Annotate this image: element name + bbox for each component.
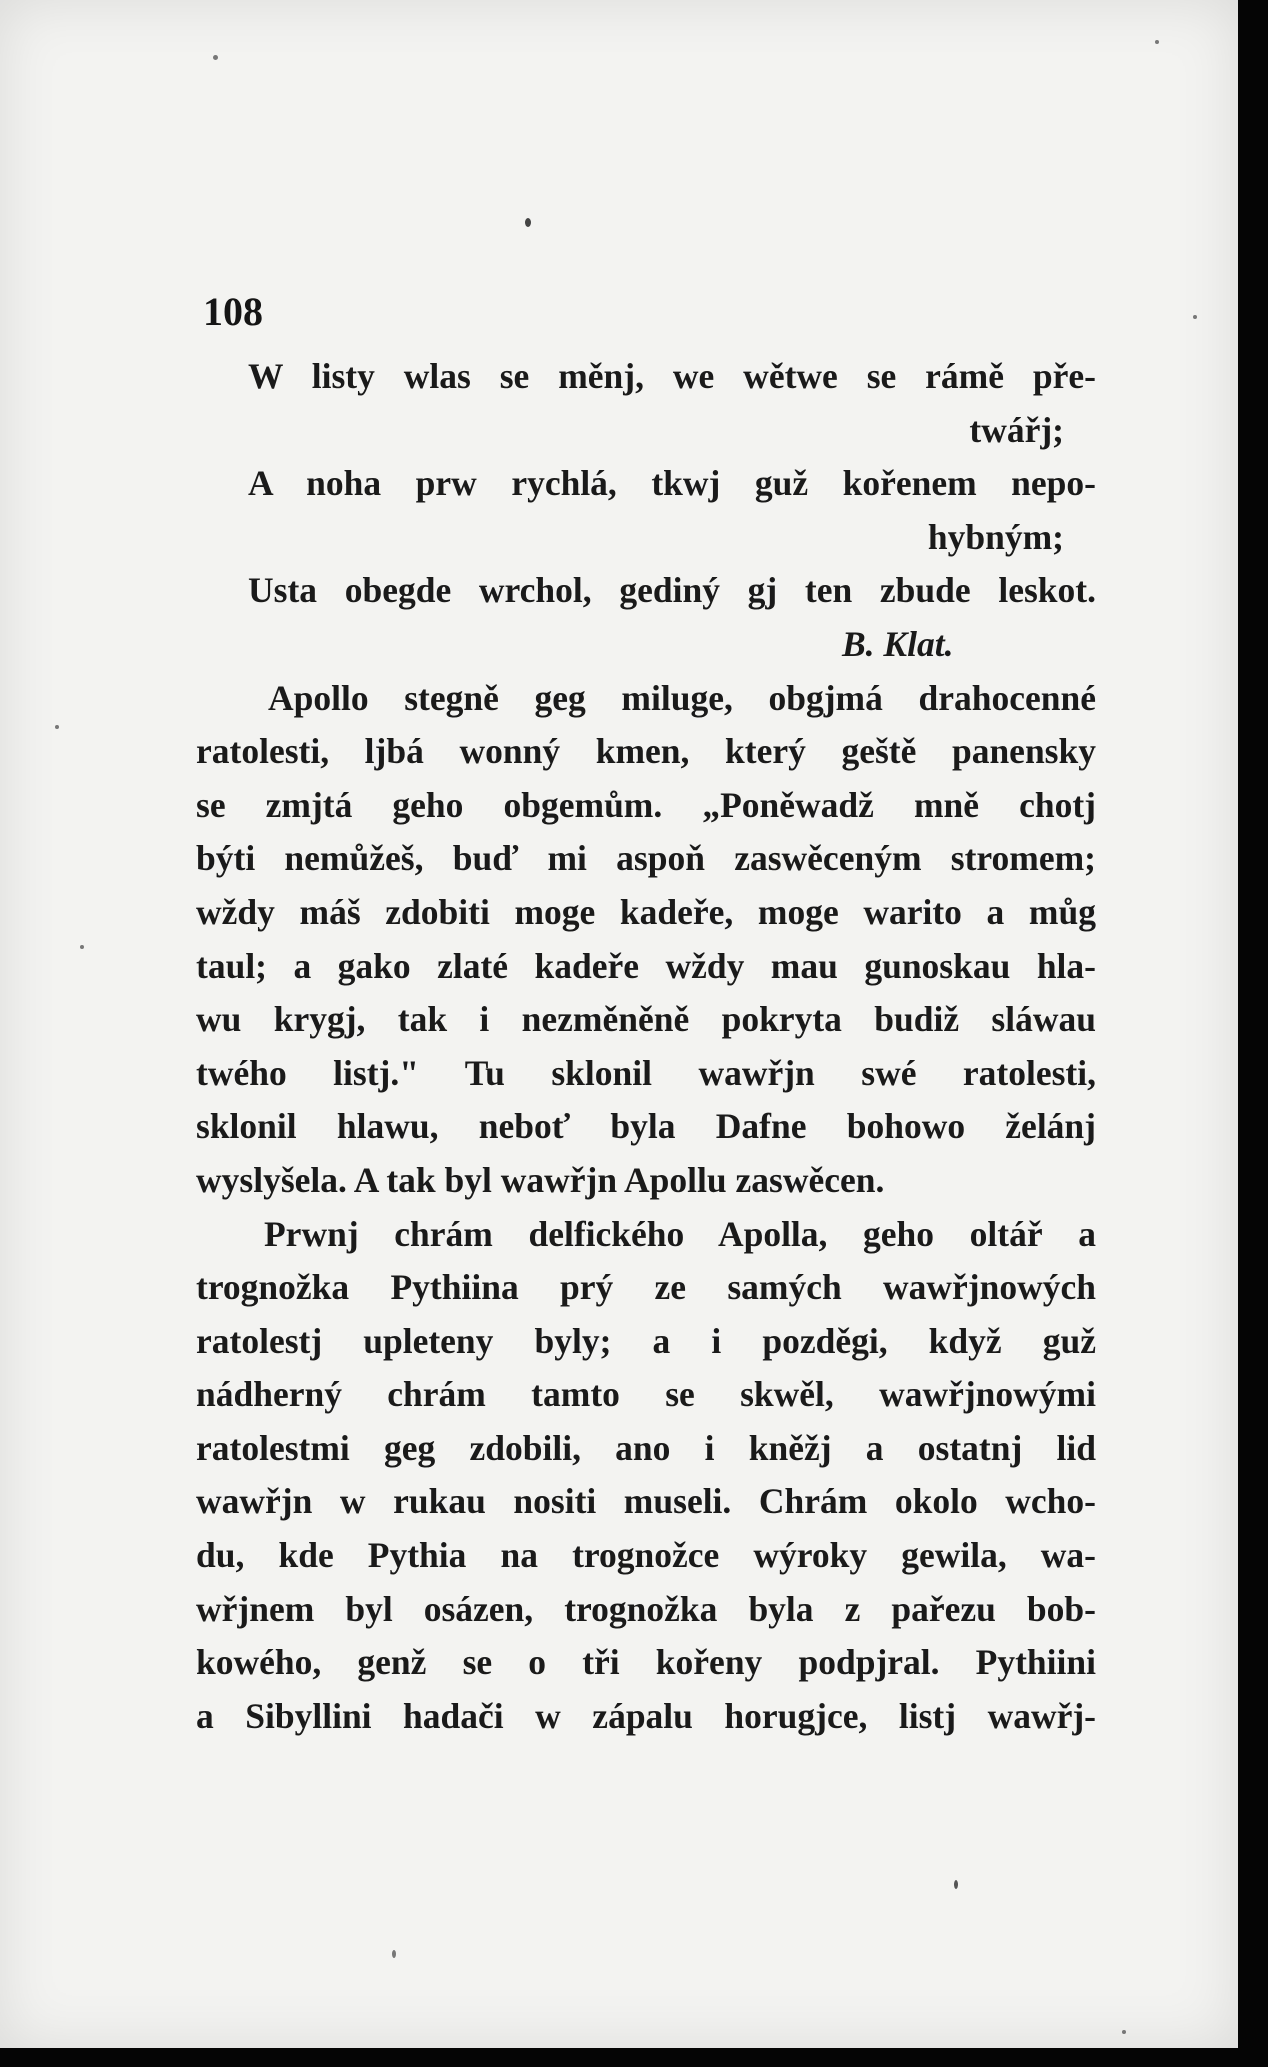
text-line: Apollo stegně geg miluge, obgjmá drahocenné [268,677,1096,718]
paper-speck [1155,40,1159,44]
text-line: hybným; [927,516,1064,557]
text-line: Usta obegde wrchol, gediný gj ten zbude leskot. [248,570,1096,611]
text-line: wřjnem byl osázen, trognožka byla z pařezu bob- [196,1588,1096,1629]
paper-speck [954,1880,958,1889]
text-line: wždy máš zdobiti moge kadeře, moge warito a můg [196,891,1096,932]
paper-speck [392,1950,396,1958]
text-line: se zmjtá geho obgemům. „Poněwadž mně chotj [196,784,1096,825]
paper-speck [525,218,531,227]
text-line: wawřjn w rukau nositi museli. Chrám okolo wcho- [196,1481,1096,1522]
paper-speck [55,725,59,729]
text-line: trognožka Pythiina prý ze samých wawřjnowých [196,1267,1096,1308]
body-text [196,350,1096,1743]
text-line: ratolestj upleteny byly; a i pozděgi, když guž [196,1320,1096,1361]
text-line: twářj; [969,409,1064,450]
verse-author: B. Klat. [842,623,954,664]
text-line: kowého, genž se o tři kořeny podpjral. Pythiini [196,1642,1096,1683]
text-line: Prwnj chrám delfického Apolla, geho oltář a [264,1213,1096,1254]
text-line: ratolestmi geg zdobili, ano i kněžj a ostatnj lid [196,1427,1096,1468]
scan-edge-bottom [0,2048,1268,2067]
text-line: wu krygj, tak i nezměněně pokryta budiž sláwau [196,999,1096,1040]
text-line: nádherný chrám tamto se skwěl, wawřjnowými [196,1374,1096,1415]
text-line: býti nemůžeš, buď mi aspoň zaswěceným stromem; [196,838,1096,879]
text-line: twého listj." Tu sklonil wawřjn swé ratolesti, [196,1052,1096,1093]
paper-speck [1122,2030,1126,2034]
scan-edge-right [1238,0,1268,2067]
text-line: W listy wlas se měnj, we wětwe se rámě pře- [248,356,1096,396]
text-line: A noha prw rychlá, tkwj guž kořenem nepo- [248,463,1096,504]
text-line: a Sibyllini hadači w zápalu horugjce, listj wawřj- [196,1695,1096,1736]
paper-speck [213,55,218,60]
text-line: ratolesti, ljbá wonný kmen, který geště panensky [196,731,1096,772]
text-line: sklonil hlawu, neboť byla Dafne bohowo želánj [196,1106,1096,1147]
page-number: 108 [203,289,263,334]
text-line: wyslyšela. A tak byl wawřjn Apollu zaswěcen. [196,1159,885,1200]
text-line: taul; a gako zlaté kadeře wždy mau gunoskau hla- [196,945,1096,986]
paper-speck [1193,315,1197,319]
paper-speck [80,945,84,949]
text-line: du, kde Pythia na trognožce wýroky gewila, wa- [196,1535,1096,1576]
